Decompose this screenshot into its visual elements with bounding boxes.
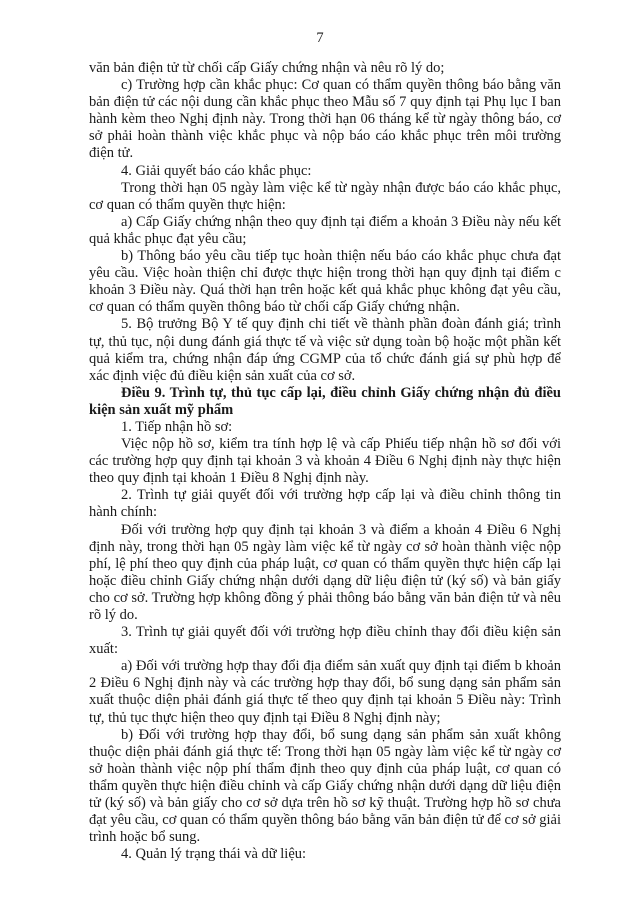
paragraph: Đối với trường hợp quy định tại khoản 3 và điểm a khoản 4 Điều 6 Nghị định này, trong thời hạn 05 ngày làm việc kể từ ngày cơ sở hoàn thành việc nộp phí, lệ phí theo quy định của pháp luật, cơ quan có thẩm quyền thực hiện cấp lại hoặc điều chỉnh Giấy chứng nhận dưới dạng dữ liệu điện tử (ký số) và bản giấy cho cơ sở. Trường hợp không đồng ý phải thông báo bằng văn bản điện tử và nêu rõ lý do. xyxy=(89,521,561,623)
paragraph: 1. Tiếp nhận hồ sơ: xyxy=(121,418,233,435)
document-body xyxy=(89,60,561,863)
paragraph: 4. Giải quyết báo cáo khắc phục: xyxy=(121,162,312,179)
article-heading: Điều 9. Trình tự, thủ tục cấp lại, điều chỉnh Giấy chứng nhận đủ điều kiện sản xuất mỹ phẩm xyxy=(89,384,561,418)
paragraph: văn bản điện tử từ chối cấp Giấy chứng nhận và nêu rõ lý do; xyxy=(89,60,445,76)
paragraph: 2. Trình tự giải quyết đối với trường hợp cấp lại và điều chỉnh thông tin hành chính: xyxy=(89,487,561,521)
paragraph: a) Đối với trường hợp thay đổi địa điểm sản xuất quy định tại điểm b khoản 2 Điều 6 Nghị định này và các trường hợp thay đổi, bổ sung dạng sản phẩm sản xuất thuộc diện phải đánh giá thực tế theo quy định tại khoản 5 Điều này: Trình tự, thủ tục thực hiện theo quy định tại Điều 8 Nghị định này; xyxy=(89,658,561,726)
paragraph: 4. Quản lý trạng thái và dữ liệu: xyxy=(121,846,307,863)
paragraph: c) Trường hợp cần khắc phục: Cơ quan có thẩm quyền thông báo bằng văn bản điện tử các nội dung cần khắc phục theo Mẫu số 7 quy định tại Phụ lục I ban hành kèm theo Nghị định này. Trong thời hạn 06 tháng kể từ ngày thông báo, cơ sở phải hoàn thành việc khắc phục và nộp báo cáo khắc phục trên môi trường điện tử. xyxy=(89,77,561,162)
paragraph: b) Thông báo yêu cầu tiếp tục hoàn thiện nếu báo cáo khắc phục chưa đạt yêu cầu. Việc hoàn thiện chỉ được thực hiện trong thời hạn quy định tại điểm c khoản 3 Điều này. Quá thời hạn trên hoặc kết quả khắc phục không đạt yêu cầu, cơ quan có thẩm quyền thông báo từ chối cấp Giấy chứng nhận. xyxy=(89,248,561,316)
paragraph: b) Đối với trường hợp thay đổi, bổ sung dạng sản phẩm sản xuất không thuộc diện phải đánh giá thực tế: Trong thời hạn 05 ngày làm việc kể từ ngày cơ sở hoàn thành việc nộp phí thẩm định theo quy định của pháp luật, cơ quan có thẩm quyền thực hiện điều chỉnh và cấp Giấy chứng nhận dưới dạng dữ liệu điện tử (ký số) và bản giấy cho cơ sở dựa trên hồ sơ kỹ thuật. Trường hợp hồ sơ chưa đạt yêu cầu, cơ quan có thẩm quyền thông báo bằng văn bản điện tử để cơ sở giải trình hoặc bổ sung. xyxy=(89,726,561,846)
page-number: 7 xyxy=(316,30,324,46)
paragraph: Việc nộp hồ sơ, kiểm tra tính hợp lệ và cấp Phiếu tiếp nhận hồ sơ đối với các trường hợp quy định tại khoản 3 và khoản 4 Điều 6 Nghị định này thực hiện theo quy định tại khoản 1 Điều 8 Nghị định này. xyxy=(89,436,561,487)
paragraph: 5. Bộ trưởng Bộ Y tế quy định chi tiết về thành phần đoàn đánh giá; trình tự, thủ tục, nội dung đánh giá thực tế và việc sử dụng toàn bộ hoặc một phần kết quả kiểm tra, chứng nhận đáp ứng CGMP của tổ chức đánh giá sự phù hợp để xác định việc đủ điều kiện sản xuất của cơ sở. xyxy=(89,316,561,384)
paragraph: 3. Trình tự giải quyết đối với trường hợp điều chỉnh thay đổi điều kiện sản xuất: xyxy=(89,624,561,658)
paragraph: Trong thời hạn 05 ngày làm việc kể từ ngày nhận được báo cáo khắc phục, cơ quan có thẩm quyền thực hiện: xyxy=(89,179,561,213)
paragraph: a) Cấp Giấy chứng nhận theo quy định tại điểm a khoản 3 Điều này nếu kết quả khắc phục đạt yêu cầu; xyxy=(89,213,561,247)
